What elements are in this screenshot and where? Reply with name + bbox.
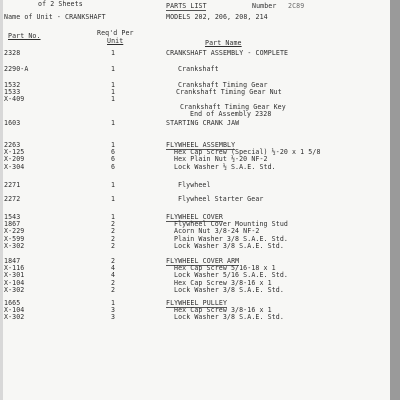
part-name: FLYWHEEL ASSEMBLY <box>166 141 236 149</box>
part-number: 1847 <box>4 257 21 265</box>
col-reqd-per: Req'd Per <box>97 29 134 37</box>
part-name: Hex Cap Screw (Special) ½-20 x 1 5/8 <box>174 148 321 157</box>
parts-list-title: PARTS LIST <box>166 2 207 10</box>
part-name: Hex Cap Screw 3/8-16 x 1 <box>174 306 272 315</box>
part-name: Lock Washer 3/8 S.A.E. Std. <box>174 241 284 250</box>
qty-per-unit: 2 <box>111 220 116 229</box>
qty-per-unit: 1 <box>111 181 116 189</box>
qty-per-unit: 2 <box>111 241 116 250</box>
page-left-edge <box>0 0 3 400</box>
qty-per-unit: 1 <box>111 95 116 104</box>
part-number: X-302 <box>4 313 25 322</box>
part-name: Plain Washer 3/8 S.A.E. Std. <box>174 234 288 243</box>
part-number: 2271 <box>4 181 21 189</box>
number-label: Number <box>252 2 277 10</box>
qty-per-unit: 3 <box>111 306 116 315</box>
part-name: Flywheel Cover Mounting Stud <box>174 220 288 229</box>
qty-per-unit: 4 <box>111 264 116 273</box>
part-number: X-302 <box>4 285 25 294</box>
part-name: Lock Washer ½ S.A.E. Std. <box>174 162 276 171</box>
part-name: Crankshaft <box>178 65 219 73</box>
qty-per-unit: 1 <box>111 88 116 97</box>
qty-per-unit: 6 <box>111 155 116 164</box>
qty-per-unit: 1 <box>111 49 116 57</box>
part-number: 1665 <box>4 299 21 307</box>
qty-per-unit: 1 <box>111 65 116 73</box>
part-name: FLYWHEEL COVER ARM <box>166 257 240 265</box>
number-value: 2C89 <box>288 2 305 10</box>
qty-per-unit: 1 <box>111 195 116 203</box>
part-number: X-599 <box>4 234 25 243</box>
qty-per-unit: 2 <box>111 257 116 265</box>
col-unit: Unit <box>107 37 124 45</box>
part-number: 1533 <box>4 88 21 97</box>
part-number: 2328 <box>4 49 21 57</box>
part-number: 1543 <box>4 213 21 221</box>
part-number: X-229 <box>4 227 25 236</box>
qty-per-unit: 3 <box>111 313 116 322</box>
part-name: End of Assembly 2328 <box>190 109 272 118</box>
qty-per-unit: 2 <box>111 227 116 236</box>
part-name: Hex Plain Nut ½-20 NF-2 <box>174 155 268 164</box>
part-name: Flywheel Starter Gear <box>178 195 264 203</box>
part-number: X-409 <box>4 95 25 104</box>
part-number: X-209 <box>4 155 25 164</box>
part-number: 1532 <box>4 81 21 89</box>
part-number: 2272 <box>4 195 21 203</box>
part-number: 2290-A <box>4 65 29 73</box>
part-number: X-304 <box>4 162 25 171</box>
part-name: Crankshaft Timing Gear Nut <box>176 88 282 97</box>
part-number: X-104 <box>4 306 25 315</box>
qty-per-unit: 2 <box>111 234 116 243</box>
part-name: Lock Washer 5/16 S.A.E. Std. <box>174 271 288 280</box>
col-part-name: Part Name <box>205 39 242 47</box>
part-name: Hex Cap Screw 3/8-16 x 1 <box>174 278 272 287</box>
qty-per-unit: 2 <box>111 278 116 287</box>
part-name: Lock Washer 3/8 S.A.E. Std. <box>174 285 284 294</box>
part-name: CRANKSHAFT ASSEMBLY - COMPLETE <box>166 49 289 57</box>
part-name: FLYWHEEL PULLEY <box>166 299 228 307</box>
part-number: X-302 <box>4 241 25 250</box>
part-name: STARTING CRANK JAW <box>166 119 240 127</box>
part-name: FLYWHEEL COVER <box>166 213 223 221</box>
part-name: Acorn Nut 3/8-24 NF-2 <box>174 227 260 236</box>
qty-per-unit: 1 <box>111 81 116 89</box>
part-number: X-125 <box>4 148 25 157</box>
qty-per-unit: 6 <box>111 162 116 171</box>
part-name: Crankshaft Timing Gear Key <box>180 102 286 111</box>
part-name: Lock Washer 3/8 S.A.E. Std. <box>174 313 284 322</box>
unit-name: Name of Unit - CRANKSHAFT <box>4 13 106 21</box>
qty-per-unit: 6 <box>111 148 116 157</box>
qty-per-unit: 1 <box>111 213 116 221</box>
part-number: X-116 <box>4 264 25 273</box>
qty-per-unit: 1 <box>111 141 116 149</box>
qty-per-unit: 1 <box>111 119 116 127</box>
qty-per-unit: 2 <box>111 285 116 294</box>
qty-per-unit: 4 <box>111 271 116 280</box>
part-number: 1867 <box>4 220 21 229</box>
title-underline <box>166 10 206 11</box>
part-name: Flywheel <box>178 181 211 189</box>
qty-per-unit: 1 <box>111 299 116 307</box>
part-number: 2263 <box>4 141 21 149</box>
models-label: MODELS 202, 206, 208, 214 <box>166 13 268 21</box>
col-part-no: Part No. <box>8 32 41 40</box>
sheet-count: of 2 Sheets <box>38 0 83 8</box>
part-number: X-301 <box>4 271 25 280</box>
part-number: 1603 <box>4 119 21 127</box>
page-right-edge <box>390 0 400 400</box>
part-number: X-104 <box>4 278 25 287</box>
part-name: Hex Cap Screw 5/16-18 x 1 <box>174 264 276 273</box>
part-name: Crankshaft Timing Gear <box>178 81 268 89</box>
